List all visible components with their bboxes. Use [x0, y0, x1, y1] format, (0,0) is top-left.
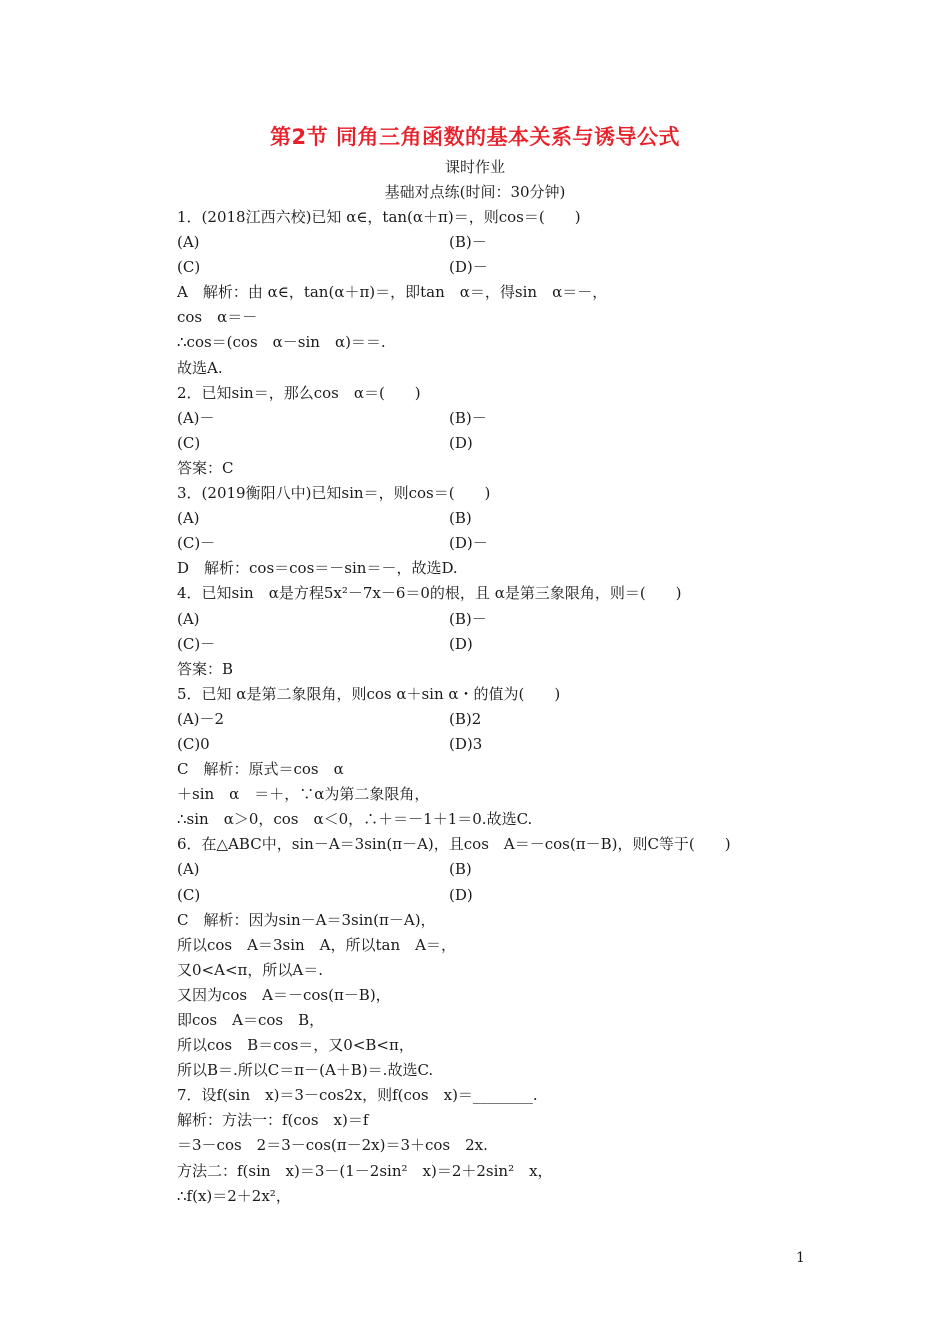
- text-line: ∴cos＝(cos α－sin α)＝＝.: [177, 333, 386, 352]
- answer-option: (D)－: [449, 258, 488, 277]
- text-line: 所以cos B＝cos＝，又0<B<π，: [177, 1036, 414, 1055]
- text-line: C 解析：因为sin－A＝3sin(π－A)，: [177, 910, 436, 929]
- text-line: A 解析：由 α∈，tan(α＋π)＝，即tan α＝，得sin α＝－，: [177, 283, 608, 302]
- page-number: 1: [796, 1250, 805, 1266]
- text-line: 所以cos A＝3sin A，所以tan A＝，: [177, 935, 456, 954]
- answer-options-row: [177, 230, 817, 255]
- text-line: 故选A.: [177, 358, 223, 377]
- worksheet-label: 课时作业: [444, 158, 505, 176]
- text-line: 方法二：f(sin x)＝3－(1－2sin² x)＝2＋2sin² x，: [177, 1161, 553, 1180]
- answer-option: (A)－: [177, 408, 215, 427]
- answer-option: (D): [449, 885, 473, 904]
- text-line: 又0<A<π，所以A＝.: [177, 960, 323, 979]
- text-line: ＝3－cos 2＝3－cos(π－2x)＝3＋cos 2x.: [177, 1136, 488, 1155]
- text-line: 所以B＝.所以C＝π－(A＋B)＝.故选C.: [177, 1061, 434, 1080]
- answer-option: (D)3: [449, 734, 483, 753]
- text-line: D 解析：cos＝cos＝－sin＝－，故选D.: [177, 559, 458, 578]
- answer-option: (B)－: [449, 233, 487, 252]
- answer-options-row: [177, 255, 817, 280]
- text-line: 解析：方法一：f(cos x)＝f: [177, 1111, 369, 1130]
- page-title: 第2节 同角三角函数的基本关系与诱导公式: [270, 125, 680, 149]
- text-line: 5．已知 α是第二象限角，则cos α＋sin α・的值为( ): [177, 684, 561, 703]
- answer-option: (B): [449, 509, 472, 528]
- answer-options-row: [177, 857, 817, 882]
- answer-option: (D): [449, 433, 473, 452]
- text-line: 即cos A＝cos B，: [177, 1011, 325, 1029]
- answer-option: (B): [449, 860, 472, 879]
- text-line: 4．已知sin α是方程5x²－7x－6＝0的根，且 α是第三象限角，则＝( ): [177, 584, 682, 603]
- answer-option: (B)2: [449, 709, 482, 728]
- answer-option: (A): [177, 509, 200, 528]
- answer-option: (C): [177, 258, 201, 277]
- answer-options-row: [177, 607, 817, 632]
- section-time-label: 基础对点练(时间：30分钟): [384, 183, 566, 201]
- answer-options-row: [177, 406, 817, 431]
- answer-options-row: [177, 431, 817, 456]
- answer-options-row: [177, 883, 817, 908]
- answer-option: (D): [449, 634, 473, 653]
- text-line: 6．在△ABC中，sin－A＝3sin(π－A)，且cos A＝－cos(π－B)，则C等于( ): [177, 835, 731, 854]
- text-line: 又因为cos A＝－cos(π－B)，: [177, 985, 391, 1004]
- answer-option: (C)0: [177, 734, 210, 753]
- answer-option: (D)－: [449, 534, 488, 553]
- text-line: 7．设f(sin x)＝3－cos2x，则f(cos x)＝________.: [177, 1086, 538, 1105]
- text-line: 答案：B: [177, 659, 234, 678]
- answer-option: (A): [177, 609, 200, 628]
- text-line: cos α＝－: [177, 308, 258, 327]
- text-line: ＋sin α ＝＋，∵α为第二象限角，: [177, 785, 430, 804]
- answer-option: (B)－: [449, 609, 487, 628]
- text-line: ∴f(x)＝2＋2x²，: [177, 1186, 291, 1205]
- answer-option: (A): [177, 233, 200, 252]
- answer-options-row: [177, 707, 817, 732]
- answer-option: (C): [177, 885, 201, 904]
- answer-option: (B)－: [449, 408, 487, 427]
- answer-options-row: [177, 732, 817, 757]
- text-line: C 解析：原式＝cos α: [177, 760, 344, 779]
- document-body: [177, 205, 817, 1209]
- text-line: ∴sin α＞0，cos α＜0，∴＋＝－1＋1＝0.故选C.: [177, 810, 533, 829]
- answer-option: (C)－: [177, 634, 216, 653]
- text-line: 1．(2018江西六校)已知 α∈，tan(α＋π)＝，则cos＝( ): [177, 208, 581, 226]
- text-line: 答案：C: [177, 458, 234, 477]
- answer-options-row: [177, 531, 817, 556]
- answer-option: (C)－: [177, 534, 216, 553]
- answer-options-row: [177, 632, 817, 657]
- answer-options-row: [177, 506, 817, 531]
- answer-option: (A): [177, 860, 200, 879]
- text-line: 3．(2019衡阳八中)已知sin＝，则cos＝( ): [177, 484, 491, 503]
- answer-option: (A)－2: [177, 709, 225, 728]
- answer-option: (C): [177, 433, 201, 452]
- text-line: 2．已知sin＝，那么cos α＝( ): [177, 383, 421, 402]
